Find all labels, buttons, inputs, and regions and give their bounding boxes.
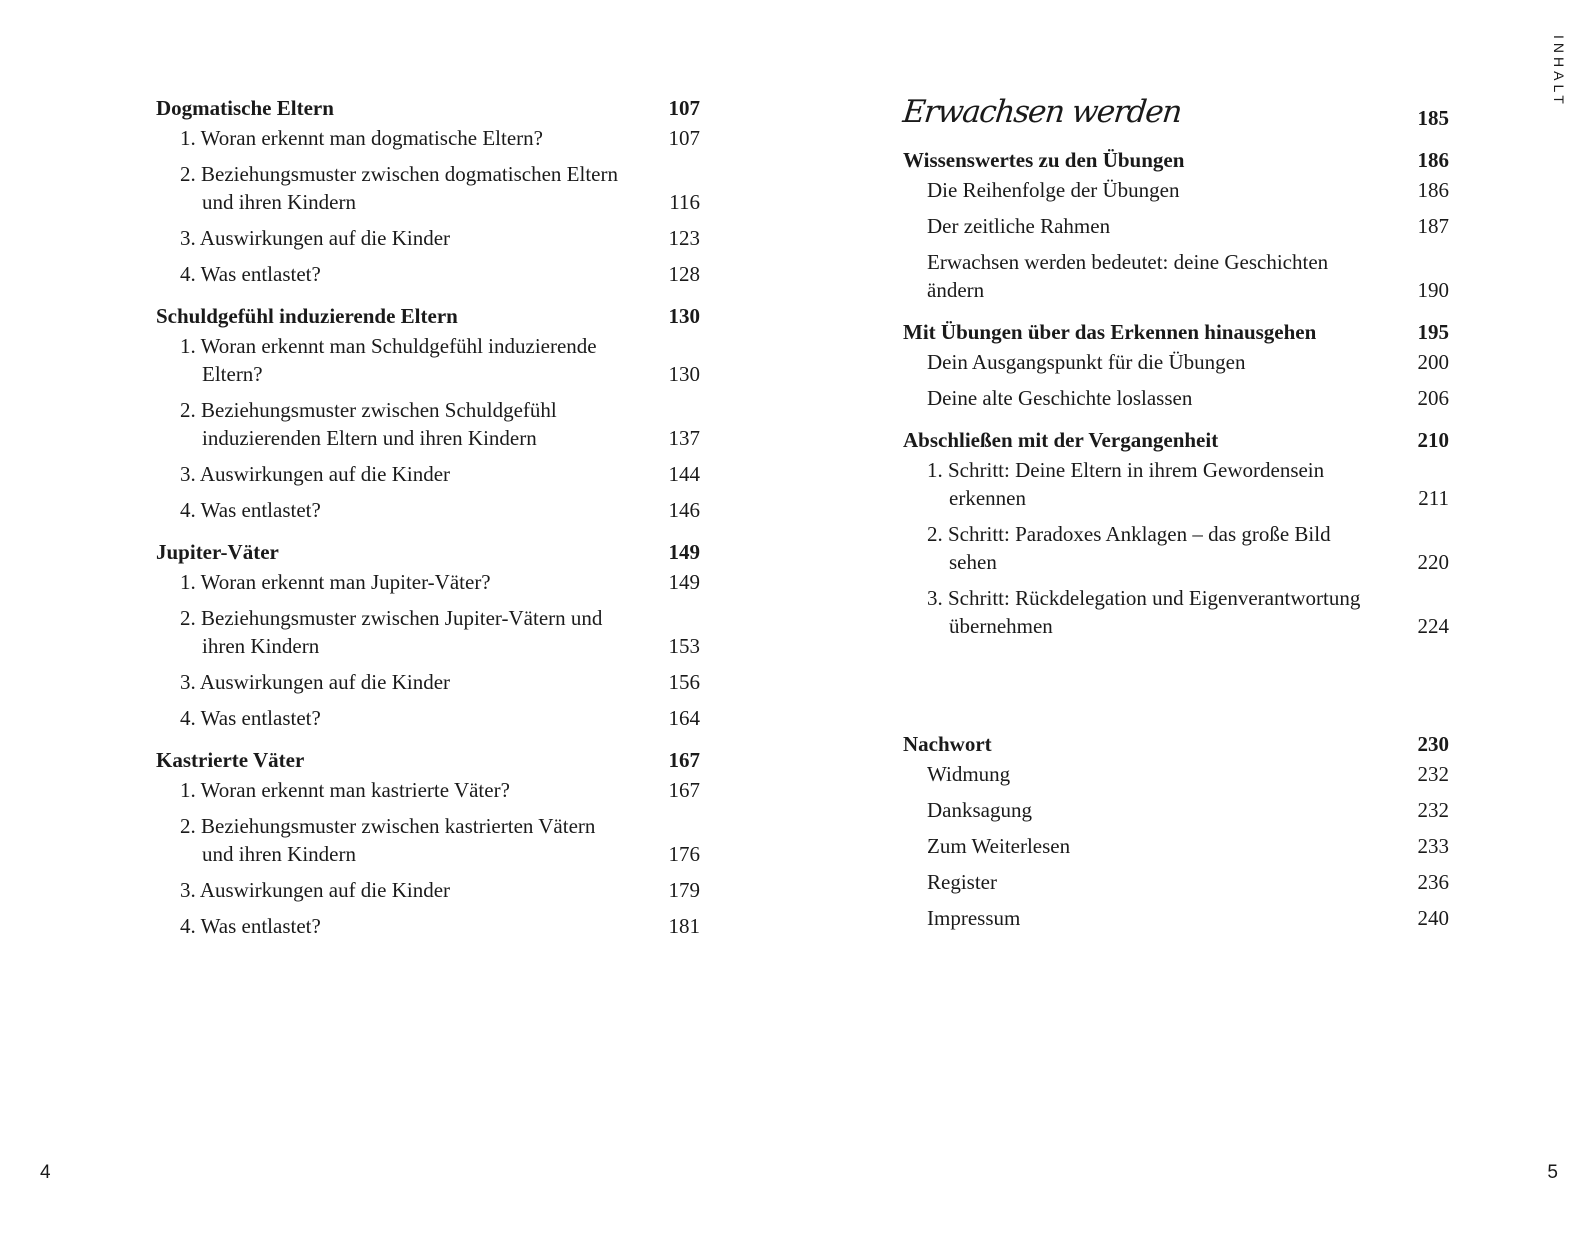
toc-section	[156, 302, 700, 524]
entry-title: Register	[927, 870, 997, 894]
entry-title: 3. Schritt: Rückdelegation und Eigenverantwortung übernehmen	[927, 586, 1361, 638]
chapter-title: Mit Übungen über das Erkennen hinausgehen	[903, 320, 1317, 344]
chapter-page: 195	[1417, 320, 1449, 344]
entry-page: 181	[668, 914, 700, 938]
toc-entry[interactable]	[156, 876, 700, 904]
part-title: Erwachsen werden	[901, 94, 1183, 130]
toc-entry[interactable]	[903, 212, 1449, 240]
toc-entry[interactable]	[156, 568, 700, 596]
entry-title: 3. Auswirkungen auf die Kinder	[180, 462, 451, 486]
chapter-heading[interactable]	[903, 146, 1449, 176]
entry-title: Zum Weiterlesen	[927, 834, 1071, 858]
entry-page: 233	[1417, 834, 1449, 858]
entry-page: 186	[1417, 178, 1449, 202]
entry-page: 211	[1418, 486, 1449, 510]
toc-entry[interactable]	[156, 332, 700, 388]
toc-entry[interactable]	[903, 348, 1449, 376]
toc-entry[interactable]	[903, 384, 1449, 412]
entry-title: 1. Schritt: Deine Eltern in ihrem Gewordensein erkennen	[927, 458, 1325, 510]
entry-title: 1. Woran erkennt man Jupiter-Väter?	[180, 570, 491, 594]
toc-entry[interactable]	[903, 520, 1449, 576]
entry-title: 4. Was entlastet?	[180, 706, 321, 730]
entry-title: 4. Was entlastet?	[180, 262, 321, 286]
right-page-toc	[903, 94, 1449, 946]
entry-page: 153	[668, 634, 700, 658]
chapter-page: 149	[668, 540, 700, 564]
toc-entry[interactable]	[903, 760, 1449, 788]
toc-entry[interactable]	[903, 584, 1449, 640]
toc-entry[interactable]	[156, 912, 700, 940]
entry-page: 232	[1417, 762, 1449, 786]
chapter-page: 210	[1417, 428, 1449, 452]
toc-entry[interactable]	[156, 224, 700, 252]
chapter-heading[interactable]	[156, 94, 700, 124]
entry-title: 3. Auswirkungen auf die Kinder	[180, 878, 451, 902]
entry-title: 2. Beziehungsmuster zwischen kastrierten Vätern und ihren Kindern	[180, 814, 596, 866]
part-heading[interactable]	[903, 94, 1449, 140]
toc-section	[156, 538, 700, 732]
entry-page: 130	[668, 362, 700, 386]
toc-entry[interactable]	[156, 124, 700, 152]
entry-page: 116	[669, 190, 700, 214]
entry-page: 144	[668, 462, 700, 486]
chapter-title: Nachwort	[903, 732, 992, 756]
chapter-title: Jupiter-Väter	[156, 540, 279, 564]
entry-page: 179	[668, 878, 700, 902]
running-head: INHALT	[1551, 35, 1567, 108]
toc-entry[interactable]	[903, 904, 1449, 932]
entry-title: Impressum	[927, 906, 1021, 930]
entry-page: 190	[1417, 278, 1449, 302]
chapter-page: 167	[668, 748, 700, 772]
entry-page: 224	[1417, 614, 1449, 638]
entry-title: 4. Was entlastet?	[180, 498, 321, 522]
chapter-heading[interactable]	[156, 746, 700, 776]
page-number-right: 5	[1547, 1162, 1558, 1183]
toc-entry[interactable]	[903, 456, 1449, 512]
toc-entry[interactable]	[156, 260, 700, 288]
entry-title: Erwachsen werden bedeutet: deine Geschichten ändern	[927, 250, 1329, 302]
entry-page: 146	[668, 498, 700, 522]
entry-page: 164	[668, 706, 700, 730]
entry-page: 107	[668, 126, 700, 150]
page-number-left: 4	[40, 1162, 51, 1183]
chapter-heading[interactable]	[903, 426, 1449, 456]
toc-entry[interactable]	[156, 160, 700, 216]
entry-title: Der zeitliche Rahmen	[927, 214, 1111, 238]
toc-section	[156, 746, 700, 940]
toc-entry[interactable]	[156, 396, 700, 452]
chapter-heading[interactable]	[156, 538, 700, 568]
entry-page: 167	[668, 778, 700, 802]
left-page-toc	[156, 94, 700, 954]
entry-page: 176	[668, 842, 700, 866]
chapter-page: 230	[1417, 732, 1449, 756]
entry-page: 137	[668, 426, 700, 450]
chapter-title: Dogmatische Eltern	[156, 96, 334, 120]
entry-page: 236	[1417, 870, 1449, 894]
toc-section	[156, 94, 700, 288]
entry-title: Die Reihenfolge der Übungen	[927, 178, 1180, 202]
entry-page: 200	[1417, 350, 1449, 374]
entry-title: 3. Auswirkungen auf die Kinder	[180, 226, 451, 250]
entry-page: 240	[1417, 906, 1449, 930]
entry-title: 4. Was entlastet?	[180, 914, 321, 938]
toc-entry[interactable]	[156, 668, 700, 696]
toc-entry[interactable]	[156, 704, 700, 732]
entry-title: 1. Woran erkennt man Schuldgefühl induzierende Eltern?	[180, 334, 597, 386]
chapter-heading[interactable]	[903, 730, 1449, 760]
entry-page: 206	[1417, 386, 1449, 410]
toc-entry[interactable]	[156, 776, 700, 804]
entry-title: Widmung	[927, 762, 1011, 786]
entry-page: 149	[668, 570, 700, 594]
entry-title: 2. Beziehungsmuster zwischen dogmatischen Eltern und ihren Kindern	[180, 162, 618, 214]
chapter-title: Schuldgefühl induzierende Eltern	[156, 304, 458, 328]
entry-title: Danksagung	[927, 798, 1032, 822]
entry-title: 2. Beziehungsmuster zwischen Jupiter-Vätern und ihren Kindern	[180, 606, 603, 658]
chapter-heading[interactable]	[156, 302, 700, 332]
entry-title: 2. Schritt: Paradoxes Anklagen – das große Bild sehen	[927, 522, 1331, 574]
entry-title: Deine alte Geschichte loslassen	[927, 386, 1193, 410]
entry-title: 3. Auswirkungen auf die Kinder	[180, 670, 451, 694]
section-gap	[903, 654, 1449, 730]
toc-entry[interactable]	[903, 868, 1449, 896]
toc-section	[903, 318, 1449, 412]
toc-entry[interactable]	[156, 604, 700, 660]
toc-section	[903, 426, 1449, 640]
chapter-title: Abschließen mit der Vergangenheit	[903, 428, 1219, 452]
toc-section	[903, 146, 1449, 304]
part-page: 185	[1417, 106, 1449, 130]
chapter-title: Kastrierte Väter	[156, 748, 305, 772]
toc-entry[interactable]	[903, 832, 1449, 860]
toc-entry[interactable]	[156, 460, 700, 488]
entry-title: 1. Woran erkennt man dogmatische Eltern?	[180, 126, 543, 150]
entry-page: 128	[668, 262, 700, 286]
toc-section	[903, 730, 1449, 932]
chapter-title: Wissenswertes zu den Übungen	[903, 148, 1185, 172]
entry-page: 156	[668, 670, 700, 694]
entry-page: 187	[1417, 214, 1449, 238]
chapter-page: 186	[1417, 148, 1449, 172]
entry-title: 1. Woran erkennt man kastrierte Väter?	[180, 778, 510, 802]
chapter-page: 107	[668, 96, 700, 120]
chapter-page: 130	[668, 304, 700, 328]
entry-title: Dein Ausgangspunkt für die Übungen	[927, 350, 1246, 374]
entry-page: 232	[1417, 798, 1449, 822]
entry-page: 123	[668, 226, 700, 250]
toc-entry[interactable]	[156, 812, 700, 868]
chapter-heading[interactable]	[903, 318, 1449, 348]
toc-entry[interactable]	[903, 176, 1449, 204]
toc-entry[interactable]	[903, 796, 1449, 824]
entry-page: 220	[1417, 550, 1449, 574]
entry-title: 2. Beziehungsmuster zwischen Schuldgefühl induzierenden Eltern und ihren Kindern	[180, 398, 557, 450]
toc-entry[interactable]	[903, 248, 1449, 304]
toc-entry[interactable]	[156, 496, 700, 524]
